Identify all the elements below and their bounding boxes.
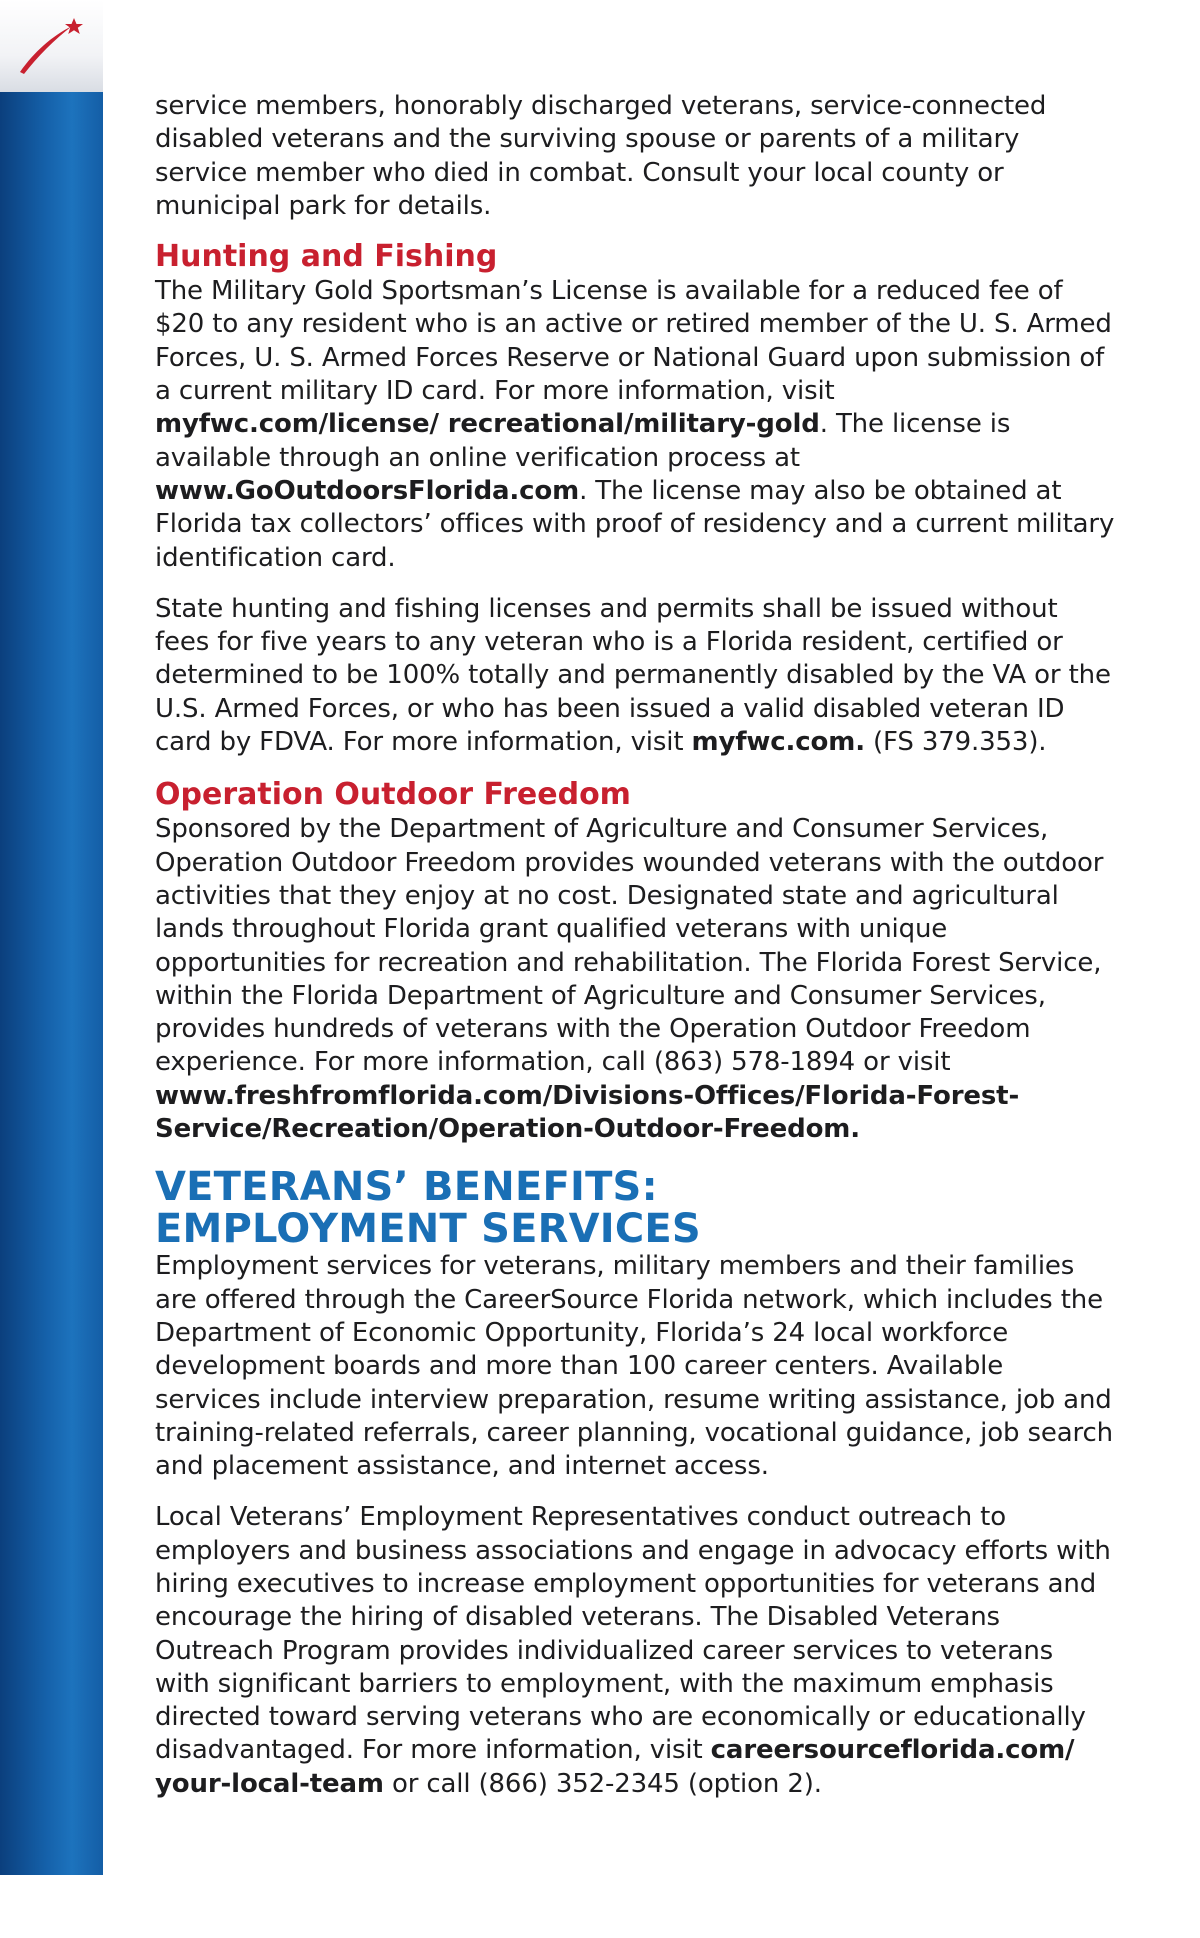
employment-paragraph-1: Employment services for veterans, military members and their families are offered through the CareerSource Florida network, which includes the Department of Economic Opportunity, Florida’s 24 local workforce development boards and more than 100 career centers. Available services include interview preparation, resume writing assistance, job and training-related referrals, career planning, vocational guidance, job search and placement assistance, and internet access. [155, 1251, 1113, 1482]
heading-employment-line2: EMPLOYMENT SERVICES [155, 1206, 701, 1253]
hunting-paragraph-2 [155, 593, 1115, 759]
employment-text-2a: Local Veterans’ Employment Representatives conduct outreach to employers and business associations and engage in advocacy efforts with hiring executives to increase employment opportunities for veterans and encourage the hiring of disabled veterans. The Disabled Veterans Outreach Program provides individualized career services to veterans with significant barriers to employment, with the maximum emphasis directed toward serving veterans who are economically or educationally disadvantaged. For more information, visit [155, 1502, 1111, 1766]
page-content [155, 90, 1115, 1819]
link-freshfromflorida[interactable]: www.freshfromflorida.com/Divisions-Offices/Florida-Forest-Service/Recreation/Operation-Outdoor-Freedom. [155, 1080, 1020, 1145]
hunting-text-1c: . The license may also be obtained at Florida tax collectors’ offices with proof of residency and a current military identification card. [155, 475, 1115, 573]
hunting-paragraph-1 [155, 275, 1115, 575]
link-myfwc-military-gold[interactable]: myfwc.com/license/ recreational/military-gold [155, 409, 820, 440]
sidebar-band [0, 92, 103, 1938]
outdoor-text: Sponsored by the Department of Agriculture and Consumer Services, Operation Outdoor Freedom provides wounded veterans with the outdoor activities that they enjoy at no cost. Designated state and agricultural lands throughout Florida grant qualified veterans with unique opportunities for recreation and rehabilitation. The Florida Forest Service, within the Florida Department of Agriculture and Consumer Services, provides hundreds of veterans with the Operation Outdoor Freedom experience. For more information, call (863) 578-1894 or visit [155, 814, 1104, 1078]
intro-paragraph: service members, honorably discharged veterans, service-connected disabled veterans and the surviving spouse or parents of a military service member who died in combat. Consult your local county or municipal park for details. [155, 91, 1047, 221]
link-myfwc[interactable]: myfwc.com. [691, 727, 865, 758]
heading-operation-outdoor-freedom: Operation Outdoor Freedom [155, 777, 631, 813]
outdoor-paragraph [155, 813, 1115, 1146]
link-careersourceflorida[interactable]: careersourceflorida.com/ your-local-team [155, 1735, 1075, 1799]
heading-employment-line1: VETERANS’ BENEFITS: [155, 1164, 658, 1211]
page-number: 17 [36, 1910, 67, 1938]
hunting-text-2b: (FS 379.353). [864, 727, 1047, 758]
heading-employment-services [155, 1164, 1115, 1253]
employment-paragraph-2 [155, 1501, 1115, 1801]
employment-text-2b: or call (866) 352-2345 (option 2). [383, 1768, 822, 1799]
logo-box [0, 0, 103, 92]
hunting-text-1b: . The license is available through an online verification process at [155, 409, 1011, 473]
heading-hunting-fishing: Hunting and Fishing [155, 239, 498, 275]
link-gooutdoorsflorida[interactable]: www.GoOutdoorsFlorida.com [155, 475, 580, 506]
hunting-text-1a: The Military Gold Sportsman’s License is available for a reduced fee of $20 to any resident who is an active or retired member of the U. S. Armed Forces, U. S. Armed Forces Reserve or National Guard upon submission of a current military ID card. For more information, visit [155, 276, 1112, 407]
shooting-star-icon [14, 14, 84, 76]
hunting-text-2a: State hunting and fishing licenses and permits shall be issued without fees for five years to any veteran who is a Florida resident, certified or determined to be 100% totally and permanently disabled by the VA or the U.S. Armed Forces, or who has been issued a valid disabled veteran ID card by FDVA. For more information, visit [155, 593, 1111, 758]
